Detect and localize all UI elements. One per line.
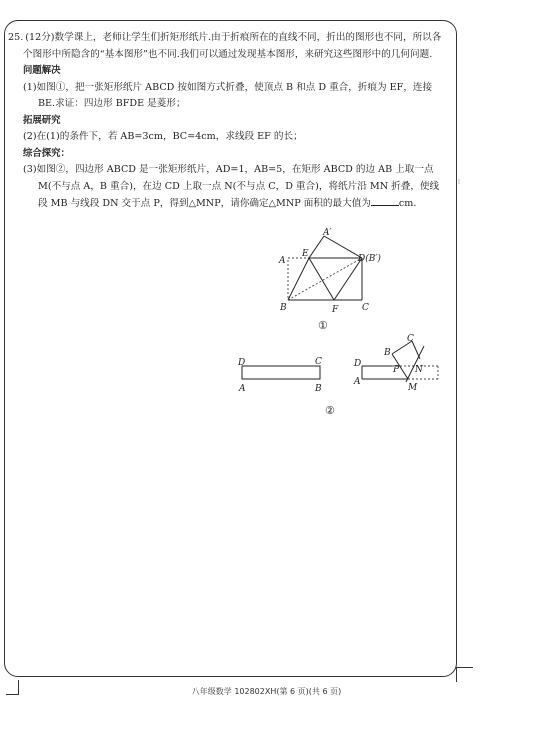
part-2: (2)在(1)的条件下，若 AB=3cm，BC=4cm，求线段 EF 的长； [23, 131, 303, 142]
question-number: 25. [8, 32, 24, 43]
fig1-label-d: D(B′) [358, 254, 381, 264]
fig1-label-b: B [280, 303, 287, 313]
section-title-problem-solving: 问题解决 [23, 65, 61, 76]
margin-mark: ⁞ [458, 178, 460, 186]
fig2-right-label-b: B [384, 348, 391, 358]
fig2-left-label-d: D [238, 358, 246, 368]
figure-1 [276, 226, 386, 344]
section-title-comprehensive: 综合探究： [23, 147, 70, 159]
page-footer: 八年级数学 102802XH(第 6 页)(共 6 页) [191, 687, 342, 696]
figure-2 [232, 330, 442, 420]
crop-mark-bottom-right [456, 667, 473, 682]
fig2-right-label-a: A [354, 377, 361, 387]
question-body [8, 30, 448, 213]
fig2-right-label-p: P [393, 365, 400, 375]
fig1-caption: ① [318, 319, 328, 332]
fig1-label-e: E [302, 249, 309, 259]
answer-blank [371, 195, 399, 206]
fig1-label-a-prime: A′ [323, 228, 332, 238]
fig2-left-label-a: A [239, 384, 246, 394]
fig2-right-label-c: C [407, 334, 414, 344]
fig2-right-label-n: N [415, 365, 423, 375]
fig2-caption: ② [325, 404, 335, 417]
fig1-label-c: C [362, 303, 369, 313]
question-intro: 25. (12分)数学课上，老师让学生们折矩形纸片.由于折痕所在的直线不同，折出的图形也不同，所以各个图形中所隐含的“基本图形”也不同.我们可以通过发现基本图形，来研究这些图形中的几何问题. [8, 32, 442, 60]
part-1: (1)如图①，把一张矩形纸片 ABCD 按如图方式折叠，使顶点 B 和点 D 重合，折痕为 EF，连接 BE.求证：四边形 BFDE 是菱形； [23, 81, 433, 109]
fig2-right-label-d: D [354, 359, 362, 369]
fig2-right-label-m: M [408, 383, 418, 393]
fig1-label-f: F [332, 305, 339, 315]
fig1-label-a: A [279, 256, 286, 266]
part-3: (3)如图②，四边形 ABCD 是一张矩形纸片，AD=1，AB=5，在矩形 ABCD 的边 AB 上取一点 M(不与点 A，B 重合)，在边 CD 上取一点 N(不与点 C，D 重合)，将纸片沿 MN 折叠，使线段 MB 与线段 DN 交于点 P，得到△MNP，请你确定△MNP 面积的最大值为 cm. [23, 164, 440, 209]
section-title-extension: 拓展研究 [23, 114, 61, 126]
fig2-left-label-c: C [315, 357, 322, 367]
fig2-left-label-b: B [315, 384, 322, 394]
